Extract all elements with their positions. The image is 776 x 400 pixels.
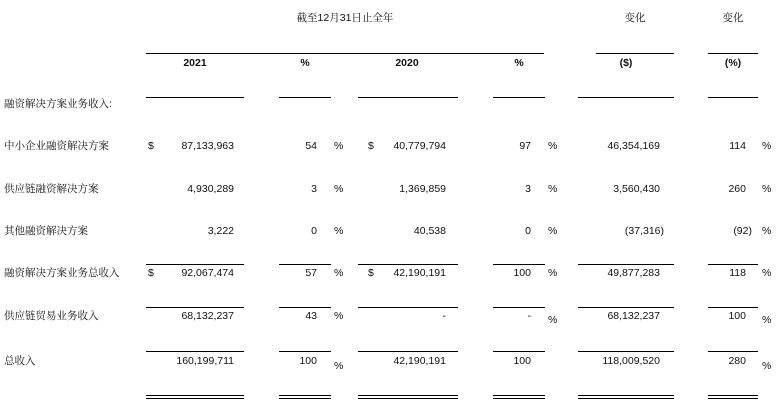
grand-total-double-rule xyxy=(708,395,758,399)
value-2020: 40,779,794 xyxy=(393,140,446,152)
pct-sign: % xyxy=(548,225,558,237)
change-value: 118,009,520 xyxy=(602,355,660,367)
pct-2020: 0 xyxy=(525,225,531,237)
pct-sign: % xyxy=(548,267,558,279)
pct-2021: 100 xyxy=(299,355,317,367)
col-rule xyxy=(578,97,674,98)
change-pct: 114 xyxy=(729,140,746,152)
value-2021: 92,067,474 xyxy=(181,267,234,279)
value-2021: 160,199,711 xyxy=(176,355,234,367)
row-label: 供应链融资解决方案 xyxy=(4,183,99,195)
value-2021: 87,133,963 xyxy=(181,140,234,152)
change-value: 46,354,169 xyxy=(607,140,660,152)
subtotal-rule xyxy=(578,264,674,265)
row-label: 总收入 xyxy=(4,355,36,367)
change-value: 3,560,430 xyxy=(613,183,660,195)
pct-sign: % xyxy=(762,140,772,152)
value-2020: - xyxy=(442,310,446,322)
pct-2021: 54 xyxy=(305,140,317,152)
pct-sign: % xyxy=(762,225,772,237)
col-pct-2021: % xyxy=(300,57,310,69)
col-rule xyxy=(146,97,244,98)
pct-sign: % xyxy=(334,360,344,372)
pct-sign: % xyxy=(334,183,344,195)
pct-2020: 100 xyxy=(513,355,531,367)
pct-sign: % xyxy=(548,314,558,326)
pct-sign: % xyxy=(762,360,772,372)
change-pct: 100 xyxy=(728,310,746,322)
row-label: 供应链贸易业务收入 xyxy=(4,310,99,322)
pct-2020: - xyxy=(527,310,531,322)
section-rule xyxy=(279,307,331,308)
change-pct: (92) xyxy=(733,225,752,237)
subtotal-rule xyxy=(708,264,758,265)
subtotal-rule xyxy=(279,264,331,265)
change-value: (37,316) xyxy=(624,225,664,237)
pct-sign: % xyxy=(548,140,558,152)
total-rule xyxy=(493,351,545,352)
currency-symbol: $ xyxy=(148,267,154,279)
pct-2021: 43 xyxy=(305,310,317,322)
col-pct-change: (%) xyxy=(724,57,742,69)
section-rule xyxy=(146,307,244,308)
value-2020: 40,538 xyxy=(413,225,446,237)
section-rule xyxy=(578,307,674,308)
total-rule xyxy=(279,351,331,352)
header-rule-change-pct xyxy=(708,53,758,54)
pct-sign: % xyxy=(334,267,344,279)
header-rule-change xyxy=(596,53,674,54)
col-2021: 2021 xyxy=(183,57,207,69)
grand-total-double-rule xyxy=(578,395,674,399)
col-rule xyxy=(493,97,545,98)
value-2020: 42,190,191 xyxy=(393,267,446,279)
pct-2020: 3 xyxy=(525,183,531,195)
pct-2021: 0 xyxy=(311,225,317,237)
change-pct: 118 xyxy=(729,267,746,279)
currency-symbol: $ xyxy=(368,140,374,152)
value-2020: 1,369,859 xyxy=(399,183,446,195)
change-pct-header: 变化 xyxy=(722,12,744,24)
change-value: 49,877,283 xyxy=(607,267,660,279)
total-rule xyxy=(358,351,458,352)
subtotal-rule xyxy=(146,264,244,265)
pct-2020: 97 xyxy=(519,140,531,152)
currency-symbol: $ xyxy=(368,267,374,279)
pct-2021: 57 xyxy=(305,267,317,279)
col-rule xyxy=(279,97,331,98)
pct-sign: % xyxy=(334,140,344,152)
total-rule xyxy=(578,351,674,352)
col-rule xyxy=(358,97,458,98)
pct-2020: 100 xyxy=(513,267,531,279)
section-rule xyxy=(708,307,758,308)
value-2021: 3,222 xyxy=(207,225,234,237)
section-rule xyxy=(493,307,545,308)
pct-sign: % xyxy=(548,183,558,195)
header-rule-period xyxy=(146,53,544,54)
currency-symbol: $ xyxy=(148,140,154,152)
pct-sign: % xyxy=(762,183,772,195)
value-2021: 4,930,289 xyxy=(187,183,234,195)
col-rule xyxy=(708,97,758,98)
period-header: 截至12月31日止全年 xyxy=(296,12,394,24)
change-header: 变化 xyxy=(624,12,646,24)
value-2020: 42,190,191 xyxy=(393,355,446,367)
section-rule xyxy=(358,307,458,308)
row-label: 融资解决方案业务总收入 xyxy=(4,267,120,279)
col-2020: 2020 xyxy=(395,57,419,69)
pct-2021: 3 xyxy=(311,183,317,195)
col-usd: ($) xyxy=(619,57,633,69)
grand-total-double-rule xyxy=(279,395,331,399)
pct-sign: % xyxy=(334,225,344,237)
row-label: 其他融资解决方案 xyxy=(4,225,88,237)
total-rule xyxy=(146,351,244,352)
grand-total-double-rule xyxy=(493,395,545,399)
section-title: 融资解决方案业务收入: xyxy=(4,98,112,110)
change-pct: 260 xyxy=(728,183,746,195)
value-2021: 68,132,237 xyxy=(181,310,234,322)
total-rule xyxy=(708,351,758,352)
change-pct: 280 xyxy=(728,355,746,367)
row-label: 中小企业融资解决方案 xyxy=(4,140,109,152)
grand-total-double-rule xyxy=(146,395,244,399)
pct-sign: % xyxy=(762,267,772,279)
grand-total-double-rule xyxy=(358,395,458,399)
pct-sign: % xyxy=(762,314,772,326)
change-value: 68,132,237 xyxy=(607,310,660,322)
subtotal-rule xyxy=(358,264,458,265)
col-pct-2020: % xyxy=(514,57,524,69)
subtotal-rule xyxy=(493,264,545,265)
pct-sign: % xyxy=(334,310,344,322)
